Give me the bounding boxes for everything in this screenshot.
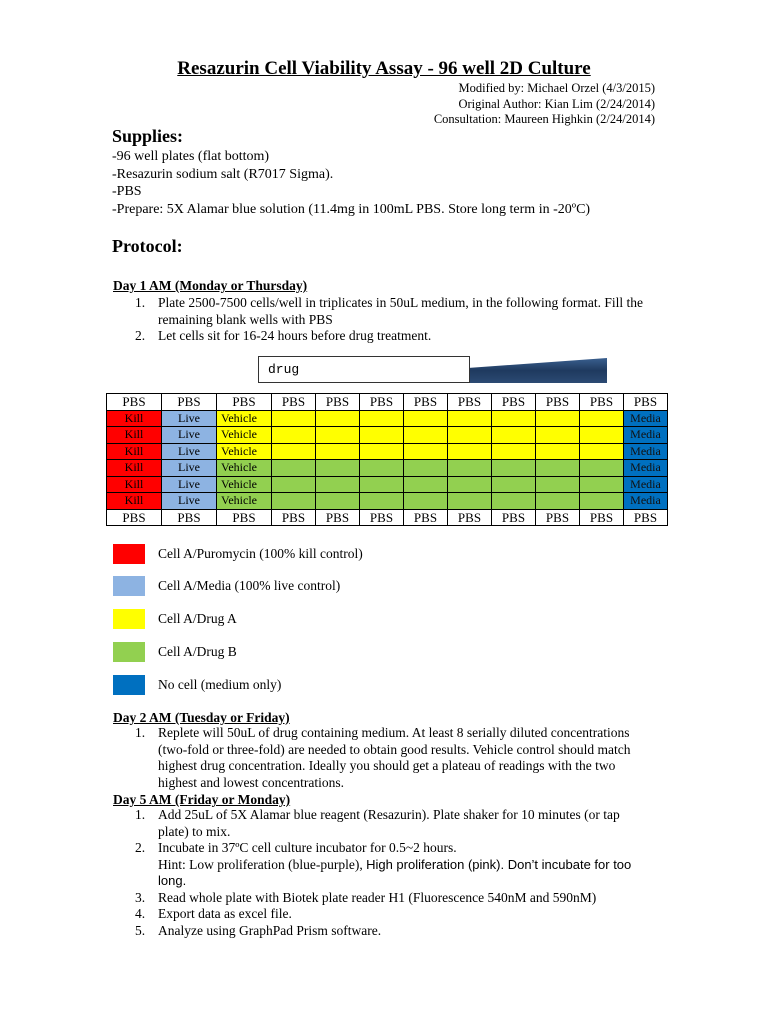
- legend-label: Cell A/Drug A: [158, 611, 237, 626]
- list-item: 2. Incubate in 37ºC cell culture incubator for 0.5~2 hours. Hint: Low proliferation (blue-purple), High proliferation (pink). Don’t incubate for too long.: [135, 840, 632, 888]
- well: [536, 410, 580, 427]
- well: Vehicle: [217, 493, 272, 510]
- well: [580, 427, 624, 444]
- table-row: [107, 460, 668, 477]
- well: Kill: [107, 476, 162, 493]
- list-item: 5. Analyze using GraphPad Prism software.: [135, 922, 382, 938]
- supplies-list: [112, 148, 590, 218]
- well: Live: [162, 493, 217, 510]
- day1-heading: Day 1 AM (Monday or Thursday): [113, 278, 308, 293]
- well: [580, 410, 624, 427]
- well: [580, 493, 624, 510]
- credit-modified: Modified by: Michael Orzel (4/3/2015): [458, 81, 655, 95]
- well: [360, 410, 404, 427]
- well: [536, 460, 580, 477]
- well: Vehicle: [217, 460, 272, 477]
- legend-swatch-drug-b: [113, 642, 145, 662]
- well: Vehicle: [217, 427, 272, 444]
- day2-heading: Day 2 AM (Tuesday or Friday): [113, 710, 290, 725]
- well: Kill: [107, 443, 162, 460]
- well: [448, 476, 492, 493]
- well: [536, 427, 580, 444]
- well: [580, 443, 624, 460]
- well: [448, 460, 492, 477]
- well: Media: [624, 443, 668, 460]
- well: Media: [624, 410, 668, 427]
- legend-label: No cell (medium only): [158, 677, 282, 692]
- well: PBS: [272, 509, 316, 526]
- well: [272, 493, 316, 510]
- well: PBS: [404, 394, 448, 411]
- table-row: [107, 493, 668, 510]
- well: Live: [162, 410, 217, 427]
- well: [360, 476, 404, 493]
- credit-consultation: Consultation: Maureen Highkin (2/24/2014): [433, 112, 655, 126]
- well: Vehicle: [217, 410, 272, 427]
- well: Vehicle: [217, 476, 272, 493]
- credit-author: Original Author: Kian Lim (2/24/2014): [458, 96, 655, 111]
- well: PBS: [217, 509, 272, 526]
- well: PBS: [536, 509, 580, 526]
- well: PBS: [272, 394, 316, 411]
- well: [360, 427, 404, 444]
- well: Media: [624, 493, 668, 510]
- well: [448, 410, 492, 427]
- credits: [434, 81, 655, 128]
- list-item: 1. Add 25uL of 5X Alamar blue reagent (Resazurin). Plate shaker for 10 minutes (or tap plate) to mix.: [135, 807, 620, 839]
- well: [316, 427, 360, 444]
- drug-label-box: [258, 356, 470, 383]
- table-row: [107, 509, 668, 526]
- well: [448, 427, 492, 444]
- well: [404, 427, 448, 444]
- supply-item: -PBS: [112, 184, 142, 199]
- day2-steps: [113, 725, 653, 791]
- well: PBS: [107, 394, 162, 411]
- list-item: 1. Plate 2500-7500 cells/well in triplicates in 50uL medium, in the following format. Fill the remaining blank wells with PBS: [135, 295, 644, 327]
- well: PBS: [448, 509, 492, 526]
- list-item: 4. Export data as excel file.: [135, 906, 292, 921]
- well: PBS: [316, 509, 360, 526]
- well: PBS: [624, 394, 668, 411]
- legend-swatch-live: [113, 576, 145, 596]
- well: [492, 476, 536, 493]
- well: Media: [624, 427, 668, 444]
- well: [272, 427, 316, 444]
- list-item: 3. Read whole plate with Biotek plate reader H1 (Fluorescence 540nM and 590nM): [135, 889, 597, 905]
- well: [316, 443, 360, 460]
- well: [492, 410, 536, 427]
- well: [404, 460, 448, 477]
- table-row: [107, 410, 668, 427]
- well: [580, 460, 624, 477]
- well: [272, 443, 316, 460]
- supply-item: -96 well plates (flat bottom): [112, 149, 270, 164]
- well: [404, 493, 448, 510]
- well: PBS: [492, 394, 536, 411]
- well: PBS: [107, 509, 162, 526]
- table-row: [107, 427, 668, 444]
- well: PBS: [162, 394, 217, 411]
- list-item: 2. Let cells sit for 16-24 hours before drug treatment.: [135, 328, 432, 343]
- well: [360, 460, 404, 477]
- well: Media: [624, 460, 668, 477]
- legend-label: Cell A/Media (100% live control): [158, 578, 341, 593]
- well: Live: [162, 476, 217, 493]
- list-item: 1. Replete will 50uL of drug containing medium. At least 8 serially diluted concentrations (two-fold or three-fold) are needed to obtain good results. Vehicle control should match highest drug concentration. Ideally you should get a plateau of readings with the two highest and lowest concentrations.: [135, 725, 631, 790]
- drug-label: drug: [268, 362, 300, 377]
- well: PBS: [360, 509, 404, 526]
- well: PBS: [580, 394, 624, 411]
- well: [404, 476, 448, 493]
- protocol-heading: Protocol:: [112, 236, 183, 256]
- well: Vehicle: [217, 443, 272, 460]
- well: Kill: [107, 493, 162, 510]
- well: [536, 493, 580, 510]
- well: Media: [624, 476, 668, 493]
- legend-label: Cell A/Puromycin (100% kill control): [158, 546, 363, 561]
- well: Kill: [107, 427, 162, 444]
- well: PBS: [448, 394, 492, 411]
- supply-item: -Prepare: 5X Alamar blue solution (11.4mg in 100mL PBS. Store long term in -20ºC): [112, 201, 591, 217]
- well: Live: [162, 460, 217, 477]
- table-row: [107, 394, 668, 411]
- page-title: Resazurin Cell Viability Assay - 96 well 2D Culture: [177, 58, 591, 79]
- supplies-heading: Supplies:: [112, 126, 184, 146]
- legend-label: Cell A/Drug B: [158, 644, 237, 659]
- well: [492, 427, 536, 444]
- well: [448, 443, 492, 460]
- well: PBS: [360, 394, 404, 411]
- well: Kill: [107, 410, 162, 427]
- well: [492, 460, 536, 477]
- well: [536, 476, 580, 493]
- legend-swatch-drug-a: [113, 609, 145, 629]
- well: PBS: [162, 509, 217, 526]
- plate-layout-table: [106, 393, 668, 526]
- day1-steps: [113, 295, 658, 345]
- legend-swatch-no-cell: [113, 675, 145, 695]
- well: [316, 476, 360, 493]
- day5-heading: Day 5 AM (Friday or Monday): [113, 792, 291, 807]
- well: PBS: [536, 394, 580, 411]
- supply-item: -Resazurin sodium salt (R7017 Sigma).: [112, 166, 334, 182]
- well: [492, 443, 536, 460]
- hint-text: Hint: Low proliferation (blue-purple), High proliferation (pink). Don’t incubate for too long.: [158, 856, 632, 888]
- table-row: [107, 476, 668, 493]
- well: [404, 410, 448, 427]
- well: [272, 476, 316, 493]
- well: [272, 410, 316, 427]
- well: [316, 460, 360, 477]
- well: PBS: [492, 509, 536, 526]
- well: [404, 443, 448, 460]
- well: [360, 493, 404, 510]
- well: [272, 460, 316, 477]
- well: PBS: [580, 509, 624, 526]
- well: [316, 410, 360, 427]
- well: [360, 443, 404, 460]
- well: Live: [162, 427, 217, 444]
- well: [316, 493, 360, 510]
- well: PBS: [217, 394, 272, 411]
- well: PBS: [316, 394, 360, 411]
- well: Live: [162, 443, 217, 460]
- well: PBS: [624, 509, 668, 526]
- well: PBS: [404, 509, 448, 526]
- legend-swatch-kill: [113, 544, 145, 564]
- well: [492, 493, 536, 510]
- well: [536, 443, 580, 460]
- table-row: [107, 443, 668, 460]
- well: [580, 476, 624, 493]
- day5-steps: [113, 807, 653, 939]
- well: Kill: [107, 460, 162, 477]
- well: [448, 493, 492, 510]
